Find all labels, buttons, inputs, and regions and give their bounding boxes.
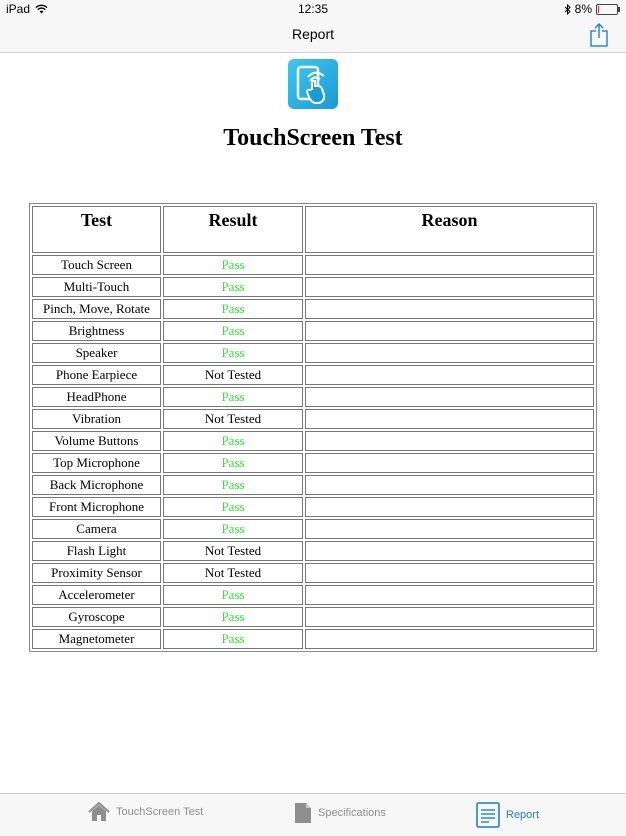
table-row xyxy=(32,519,594,539)
cell-result: Pass xyxy=(163,585,303,605)
tab-touchscreen-test[interactable] xyxy=(88,802,203,822)
cell-result: Pass xyxy=(163,607,303,627)
table-row xyxy=(32,409,594,429)
table-row xyxy=(32,541,594,561)
cell-result: Not Tested xyxy=(163,365,303,385)
table-row xyxy=(32,299,594,319)
navigation-bar xyxy=(0,18,626,53)
cell-result: Pass xyxy=(163,255,303,275)
cell-test: Brightness xyxy=(32,321,161,341)
cell-result: Pass xyxy=(163,277,303,297)
table-row xyxy=(32,563,594,583)
cell-reason xyxy=(305,519,594,539)
cell-test: Multi-Touch xyxy=(32,277,161,297)
cell-result: Pass xyxy=(163,387,303,407)
cell-result: Not Tested xyxy=(163,563,303,583)
cell-reason xyxy=(305,343,594,363)
table-row xyxy=(32,607,594,627)
tab-label: TouchScreen Test xyxy=(116,806,204,818)
cell-result: Pass xyxy=(163,629,303,649)
share-icon xyxy=(588,22,610,48)
cell-test: Speaker xyxy=(32,343,161,363)
table-row xyxy=(32,321,594,341)
share-button[interactable] xyxy=(588,22,610,48)
cell-result: Pass xyxy=(163,299,303,319)
table-row xyxy=(32,497,594,517)
cell-result: Pass xyxy=(163,343,303,363)
table-row xyxy=(32,431,594,451)
report-content xyxy=(0,53,626,793)
cell-reason xyxy=(305,497,594,517)
table-row xyxy=(32,255,594,275)
document-icon xyxy=(294,802,312,824)
table-row xyxy=(32,453,594,473)
device-name: iPad xyxy=(6,2,31,16)
table-row xyxy=(32,343,594,363)
cell-result: Pass xyxy=(163,321,303,341)
cell-test: Accelerometer xyxy=(32,585,161,605)
cell-test: Touch Screen xyxy=(32,255,161,275)
page-title: TouchScreen Test xyxy=(223,125,403,151)
cell-test: Magnetometer xyxy=(32,629,161,649)
cell-reason xyxy=(305,607,594,627)
cell-reason xyxy=(305,585,594,605)
cell-result: Not Tested xyxy=(163,409,303,429)
status-bar xyxy=(0,0,626,18)
table-row xyxy=(32,365,594,385)
cell-test: Volume Buttons xyxy=(32,431,161,451)
table-row xyxy=(32,475,594,495)
cell-test: Vibration xyxy=(32,409,161,429)
battery-icon xyxy=(596,4,618,15)
cell-reason xyxy=(305,387,594,407)
header-reason: Reason xyxy=(305,206,594,253)
cell-result: Pass xyxy=(163,497,303,517)
cell-reason xyxy=(305,475,594,495)
cell-reason xyxy=(305,409,594,429)
cell-test: HeadPhone xyxy=(32,387,161,407)
tab-report[interactable] xyxy=(476,802,539,828)
cell-test: Gyroscope xyxy=(32,607,161,627)
status-right xyxy=(564,2,618,16)
cell-reason xyxy=(305,299,594,319)
battery-percent: 8% xyxy=(574,2,592,16)
cell-test: Pinch, Move, Rotate xyxy=(32,299,161,319)
nav-title: Report xyxy=(291,26,335,42)
cell-reason xyxy=(305,255,594,275)
table-row xyxy=(32,277,594,297)
tab-bar xyxy=(0,793,626,836)
report-table-body xyxy=(32,255,594,649)
cell-test: Phone Earpiece xyxy=(32,365,161,385)
cell-reason xyxy=(305,431,594,451)
table-row xyxy=(32,387,594,407)
cell-reason xyxy=(305,563,594,583)
report-icon xyxy=(476,802,500,828)
header-test: Test xyxy=(32,206,161,253)
cell-test: Top Microphone xyxy=(32,453,161,473)
table-row xyxy=(32,629,594,649)
cell-result: Pass xyxy=(163,475,303,495)
cell-reason xyxy=(305,453,594,473)
cell-test: Camera xyxy=(32,519,161,539)
tab-label: Report xyxy=(506,809,540,821)
touchscreen-app-icon xyxy=(288,59,338,109)
cell-reason xyxy=(305,277,594,297)
cell-reason xyxy=(305,541,594,561)
report-table xyxy=(29,203,597,652)
home-icon xyxy=(88,802,110,822)
cell-result: Pass xyxy=(163,519,303,539)
cell-test: Proximity Sensor xyxy=(32,563,161,583)
cell-reason xyxy=(305,321,594,341)
cell-reason xyxy=(305,365,594,385)
table-row xyxy=(32,585,594,605)
tab-specifications[interactable] xyxy=(294,802,386,824)
cell-reason xyxy=(305,629,594,649)
table-header-row xyxy=(32,206,594,253)
cell-test: Front Microphone xyxy=(32,497,161,517)
header-result: Result xyxy=(163,206,303,253)
cell-test: Back Microphone xyxy=(32,475,161,495)
bluetooth-icon xyxy=(564,4,571,15)
cell-result: Not Tested xyxy=(163,541,303,561)
cell-result: Pass xyxy=(163,431,303,451)
status-time: 12:35 xyxy=(297,2,329,16)
battery-fill xyxy=(598,6,599,13)
cell-result: Pass xyxy=(163,453,303,473)
cell-test: Flash Light xyxy=(32,541,161,561)
tab-label: Specifications xyxy=(318,807,386,819)
